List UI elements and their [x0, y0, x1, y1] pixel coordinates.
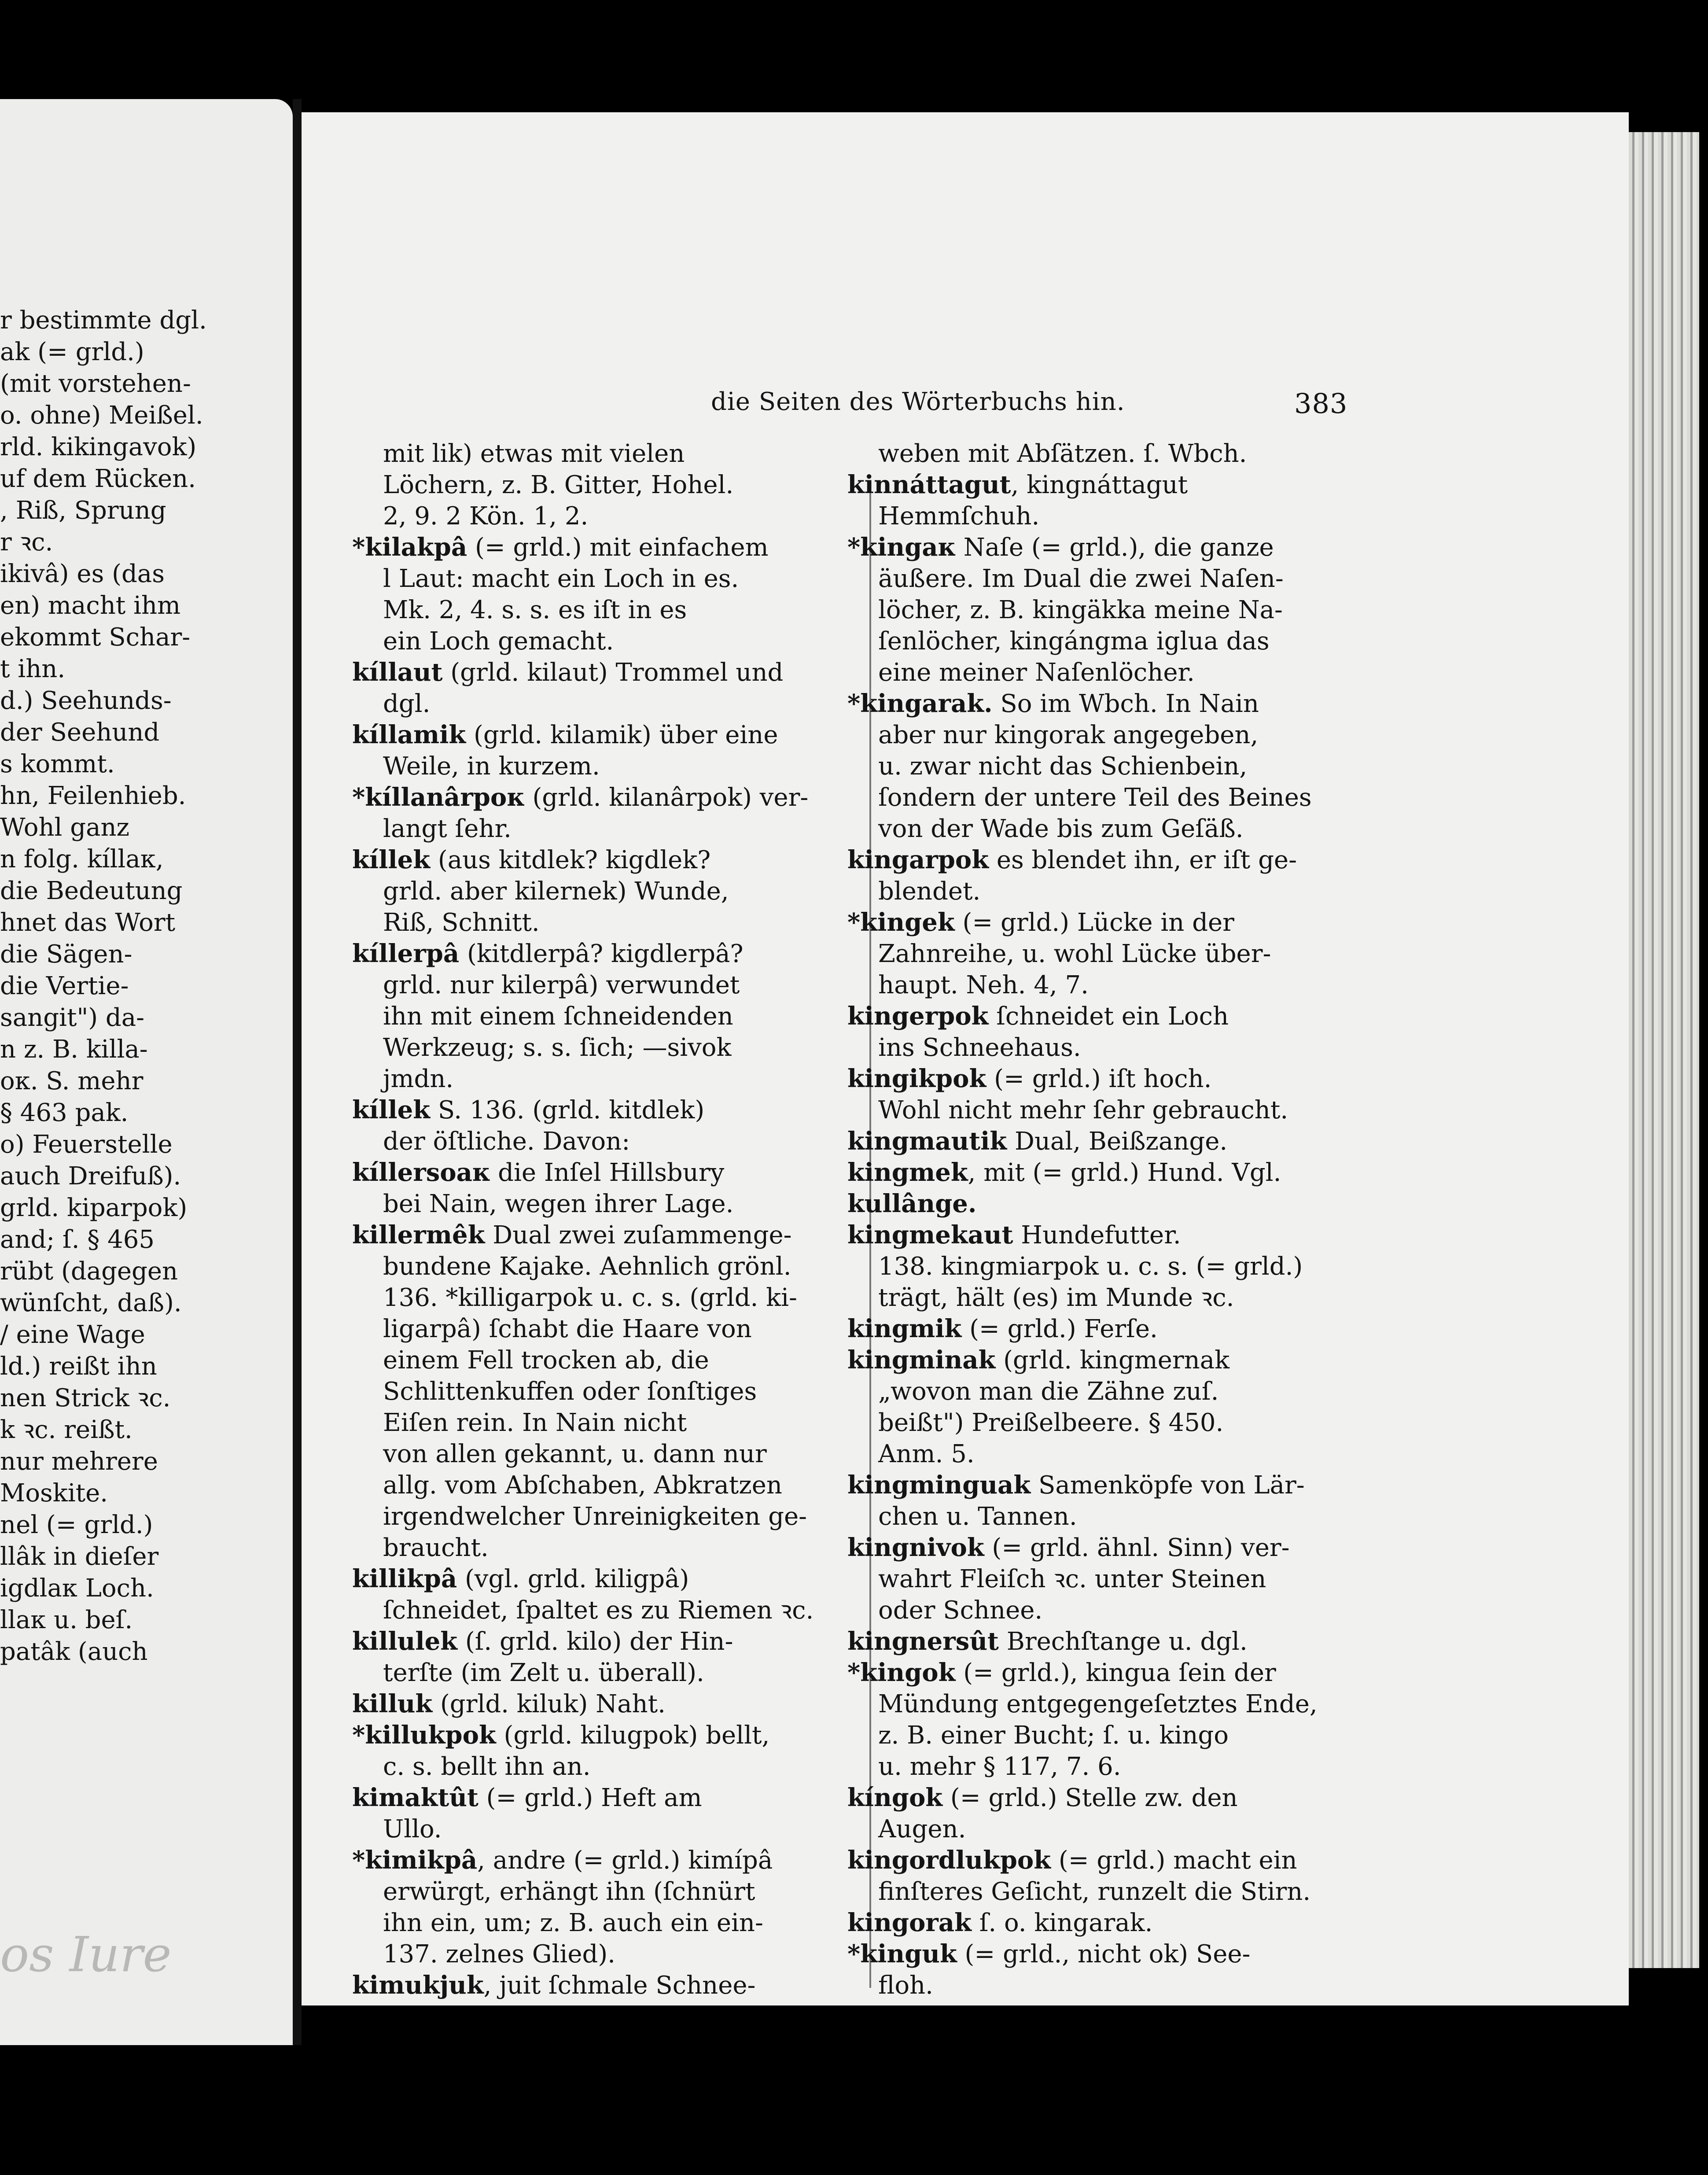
entry-line: kingmekaut Hundefutter.	[847, 1220, 1181, 1250]
left-fragment-line: s kommt.	[0, 750, 115, 778]
text-line: eine meiner Naſenlöcher.	[878, 658, 1195, 687]
headword: kingnersût	[847, 1627, 999, 1656]
page-number: 383	[1294, 387, 1348, 420]
entry-line: kimaktût (= grld.) Heft am	[352, 1783, 702, 1812]
left-fragment-line: n z. B. killa-	[0, 1035, 148, 1064]
entry-line: kingerpok ſchneidet ein Loch	[847, 1002, 1229, 1031]
headword: kingorak	[847, 1908, 972, 1937]
text-line: c. s. bellt ihn an.	[383, 1752, 591, 1781]
entry-line: kíllamik (grld. kilamik) über eine	[352, 720, 778, 749]
left-fragment-line: r bestimmte dgl.	[0, 306, 207, 335]
text-line: Eiſen rein. In Nain nicht	[383, 1408, 687, 1437]
entry-line: kingarpok es blendet ihn, er iſt ge-	[847, 845, 1297, 874]
text-line: ſenlöcher, kingángma iglua das	[878, 627, 1270, 656]
text-line: Löchern, z. B. Gitter, Hohel.	[383, 471, 734, 499]
left-fragment-line: (mit vorstehen-	[0, 369, 191, 398]
left-fragment-line: die Vertie-	[0, 972, 129, 1000]
text-line: trägt, hält (es) im Munde ꝛc.	[878, 1283, 1234, 1312]
column-middle	[352, 438, 867, 2001]
headword: kingminguak	[847, 1471, 1031, 1500]
left-page	[0, 99, 293, 2045]
entry-line: *kingok (= grld.), kingua ſein der	[847, 1658, 1276, 1687]
text-line: u. zwar nicht das Schienbein,	[878, 752, 1248, 781]
text-line: wahrt Fleiſch ꝛc. unter Steinen	[878, 1565, 1266, 1593]
entry-line: killuk (grld. kiluk) Naht.	[352, 1689, 666, 1718]
entry-line: kingmautik Dual, Beißzange.	[847, 1127, 1228, 1156]
headword: kimukjuk	[352, 1971, 484, 2000]
text-line: Anm. 5.	[878, 1440, 975, 1468]
text-line: langt ſehr.	[383, 815, 512, 843]
entry-line: *kimikpâ, andre (= grld.) kimípâ	[352, 1846, 773, 1875]
entry-line: kingmek, mit (= grld.) Hund. Vgl.	[847, 1158, 1281, 1187]
column-right	[847, 438, 1464, 2001]
left-fragment-line: llâk in dieſer	[0, 1542, 159, 1571]
left-fragment-line: uf dem Rücken.	[0, 464, 196, 493]
headword: kíngok	[847, 1783, 943, 1812]
entry-line: kimukjuk, juit ſchmale Schnee-	[352, 1971, 756, 2000]
text-line: blendet.	[878, 877, 981, 906]
text-line: erwürgt, erhängt ihn (ſchnürt	[383, 1877, 755, 1906]
left-fragment-line: o) Feuerstelle	[0, 1130, 173, 1159]
left-fragment-line: llaк u. beſ.	[0, 1606, 133, 1634]
headword: killikpâ	[352, 1564, 457, 1593]
left-fragment-line: o. ohne) Meißel.	[0, 401, 203, 430]
entry-line: killermêk Dual zwei zuſammenge-	[352, 1220, 792, 1250]
text-line: jmdn.	[383, 1065, 454, 1093]
headword: kíllek	[352, 1095, 431, 1124]
headword: *kinguk	[847, 1939, 957, 1969]
text-line: Werkzeug; s. s. ſich; —sivok	[383, 1033, 732, 1062]
entry-line: killikpâ (vgl. grld. kiligpâ)	[352, 1564, 689, 1593]
right-page	[302, 112, 1629, 2005]
left-fragment-line: , Riß, Sprung	[0, 496, 166, 525]
left-fragment-line: ekommt Schar-	[0, 623, 191, 652]
text-line: ein Loch gemacht.	[383, 627, 614, 656]
headword: killermêk	[352, 1220, 485, 1250]
text-line: Weile, in kurzem.	[383, 752, 600, 781]
headword: *kilakpâ	[352, 533, 467, 562]
text-line: irgendwelcher Unreinigkeiten ge-	[383, 1502, 807, 1531]
left-fragment-line: t ihn.	[0, 655, 66, 683]
entry-line: *kíllanârpoк (grld. kilanârpok) ver-	[352, 783, 809, 812]
headword: kíllaut	[352, 658, 443, 687]
text-line: Riß, Schnitt.	[383, 908, 540, 937]
headword: kingarpok	[847, 845, 989, 874]
text-line: ihn ein, um; z. B. auch ein ein-	[383, 1909, 763, 1937]
left-fragment-line: auch Dreifuß).	[0, 1162, 181, 1191]
left-fragment-line: r ꝛc.	[0, 528, 53, 557]
left-fragment-line: Moskite.	[0, 1479, 108, 1508]
entry-line: kíllek S. 136. (grld. kitdlek)	[352, 1095, 705, 1124]
text-line: aber nur kingorak angegeben,	[878, 721, 1259, 749]
left-fragment-line: ikivâ) es (das	[0, 560, 165, 588]
entry-line: kingorak ſ. o. kingarak.	[847, 1908, 1153, 1937]
text-line: bei Nain, wegen ihrer Lage.	[383, 1190, 734, 1218]
entry-line: *kingaк Naſe (= grld.), die ganze	[847, 533, 1274, 562]
headword: *kimikpâ	[352, 1846, 478, 1875]
headword: kingmek	[847, 1158, 968, 1187]
left-fragment-line: die Bedeutung	[0, 877, 183, 905]
entry-line: kíllaut (grld. kilaut) Trommel und	[352, 658, 784, 687]
headword: kingminak	[847, 1346, 996, 1375]
left-fragment-line: hn, Feilenhieb.	[0, 782, 186, 810]
entry-line: *kingek (= grld.) Lücke in der	[847, 908, 1234, 937]
headword: kingmik	[847, 1314, 962, 1343]
text-line: haupt. Neh. 4, 7.	[878, 971, 1089, 999]
headword: kíllek	[352, 845, 431, 874]
headword: kullânge.	[847, 1189, 977, 1218]
entry-line: kíngok (= grld.) Stelle zw. den	[847, 1783, 1238, 1812]
running-title: die Seiten des Wörterbuchs hin.	[711, 387, 1125, 416]
headword: killuk	[352, 1689, 433, 1718]
headword: kingnivok	[847, 1533, 984, 1562]
entry-line	[847, 1188, 1464, 1220]
text-line: ſondern der untere Teil des Beines	[878, 783, 1312, 812]
text-line: bundene Kajake. Aehnlich grönl.	[383, 1252, 791, 1281]
text-line: „wovon man die Zähne zuſ.	[878, 1377, 1219, 1406]
left-fragment-line: wünſcht, daß).	[0, 1289, 182, 1317]
left-fragment-line: and; ſ. § 465	[0, 1225, 155, 1254]
text-line: äußere. Im Dual die zwei Naſen-	[878, 564, 1284, 593]
text-line: dgl.	[383, 689, 431, 718]
headword: kingerpok	[847, 1002, 989, 1031]
headword: *kingarak.	[847, 689, 993, 718]
left-fragment-line: ld.) reißt ihn	[0, 1352, 157, 1381]
text-line: Hemmſchuh.	[878, 502, 1040, 531]
text-line: Wohl nicht mehr ſehr gebraucht.	[878, 1096, 1288, 1124]
text-line: ins Schneehaus.	[878, 1033, 1081, 1062]
text-line: grld. aber kilernek) Wunde,	[383, 877, 729, 906]
left-fragment-line: nen Strick ꝛc.	[0, 1384, 171, 1412]
left-fragment-line: nel (= grld.)	[0, 1511, 153, 1539]
text-line: beißt") Preißelbeere. § 450.	[878, 1408, 1224, 1437]
book-gutter	[293, 99, 302, 2045]
text-line: z. B. einer Bucht; ſ. u. kingo	[878, 1721, 1229, 1750]
text-line: finſteres Geſicht, runzelt die Stirn.	[878, 1877, 1311, 1906]
entry-line: kíllerpâ (kitdlerpâ? kigdlerpâ?	[352, 939, 744, 968]
text-line: 138. kingmiarpok u. c. s. (= grld.)	[878, 1252, 1303, 1281]
text-line: oder Schnee.	[878, 1596, 1043, 1625]
left-fragment-line: en) macht ihm	[0, 591, 181, 620]
text-line: braucht.	[383, 1534, 489, 1562]
entry-line: kingminguak Samenköpfe von Lär-	[847, 1471, 1305, 1500]
text-line: löcher, z. B. kingäkka meine Na-	[878, 596, 1283, 624]
text-line: Zahnreihe, u. wohl Lücke über-	[878, 940, 1271, 968]
entry-line: *killukpok (grld. kilugpok) bellt,	[352, 1721, 770, 1750]
headword: kíllamik	[352, 720, 466, 749]
text-line: 2, 9. 2 Kön. 1, 2.	[383, 502, 589, 531]
text-line: l Laut: macht ein Loch in es.	[383, 564, 739, 593]
left-fragment-line: d.) Seehunds-	[0, 686, 172, 715]
text-line: einem Fell trocken ab, die	[383, 1346, 709, 1375]
entry-line: kíllek (aus kitdlek? kigdlek?	[352, 845, 711, 874]
headword: kingmekaut	[847, 1220, 1013, 1250]
text-line: Ullo.	[383, 1815, 442, 1843]
headword: *kíllanârpoк	[352, 783, 525, 812]
entry-line: *kingarak. So im Wbch. In Nain	[847, 689, 1259, 718]
text-line: terſte (im Zelt u. überall).	[383, 1659, 704, 1687]
text-line: 136. *killigarpok u. c. s. (grld. ki-	[383, 1283, 797, 1312]
text-line: Mündung entgegengeſetztes Ende,	[878, 1690, 1318, 1718]
headword: kingordlukpok	[847, 1846, 1051, 1875]
left-fragment-line: ak (= grld.)	[0, 338, 144, 366]
text-line: von allen gekannt, u. dann nur	[383, 1440, 767, 1468]
text-line: grld. nur kilerpâ) verwundet	[383, 971, 740, 999]
left-fragment-line: die Sägen-	[0, 940, 133, 969]
text-line: 137. zelnes Glied).	[383, 1940, 615, 1969]
left-fragment-line: § 463 pak.	[0, 1099, 129, 1127]
headword: *kingok	[847, 1658, 956, 1687]
text-line: chen u. Tannen.	[878, 1502, 1077, 1531]
text-line: allg. vom Abſchaben, Abkratzen	[383, 1471, 782, 1500]
text-line: Schlittenkuffen oder ſonſtiges	[383, 1377, 757, 1406]
entry-line: kinnáttagut, kingnáttagut	[847, 470, 1188, 499]
headword: kinnáttagut	[847, 470, 1011, 499]
left-fragment-line: patâk (auch	[0, 1637, 148, 1666]
headword: kingmautik	[847, 1127, 1007, 1156]
headword: kíllerpâ	[352, 939, 460, 968]
headword: kingikpok	[847, 1064, 987, 1093]
entry-line: kingmik (= grld.) Ferſe.	[847, 1314, 1158, 1343]
left-fragment-line: grld. kiparpok)	[0, 1194, 188, 1222]
text-line: der öſtliche. Davon:	[383, 1127, 630, 1156]
text-line: Mk. 2, 4. s. s. es iſt in es	[383, 596, 687, 624]
left-fragment-line: der Seehund	[0, 718, 160, 747]
left-fragment-line: Wohl ganz	[0, 813, 130, 842]
entry-line: killulek (ſ. grld. kilo) der Hin-	[352, 1627, 733, 1656]
entry-line: *kilakpâ (= grld.) mit einfachem	[352, 533, 769, 562]
text-line: floh.	[878, 1971, 933, 2000]
left-fragment-line: / eine Wage	[0, 1320, 145, 1349]
left-fragment-line: igdlaк Loch.	[0, 1574, 154, 1603]
text-line: ligarpâ) ſchabt die Haare von	[383, 1315, 752, 1343]
headword: *kingaк	[847, 533, 956, 562]
left-fragment-line: nur mehrere	[0, 1447, 158, 1476]
text-line: ſchneidet, ſpaltet es zu Riemen ꝛc.	[383, 1596, 814, 1625]
text-line: mit lik) etwas mit vielen	[383, 439, 685, 468]
entry-line: kíllersoaк die Inſel Hillsbury	[352, 1158, 725, 1187]
entry-line: kingordlukpok (= grld.) macht ein	[847, 1846, 1297, 1875]
left-fragment-line: hnet das Wort	[0, 908, 176, 937]
text-line: ihn mit einem ſchneidenden	[383, 1002, 733, 1031]
entry-line: kingikpok (= grld.) iſt hoch.	[847, 1064, 1212, 1093]
page-edge-stack	[1629, 132, 1699, 1968]
left-fragment-line: sangit") da-	[0, 1003, 145, 1032]
entry-line: kingnivok (= grld. ähnl. Sinn) ver-	[847, 1533, 1290, 1562]
headword: kimaktût	[352, 1783, 479, 1812]
headword: killulek	[352, 1627, 458, 1656]
text-line: weben mit Abſätzen. ſ. Wbch.	[878, 439, 1247, 468]
text-line: u. mehr § 117, 7. 6.	[878, 1752, 1121, 1781]
left-fragment-line: rld. kikingavok)	[0, 433, 197, 461]
text-line: von der Wade bis zum Geſäß.	[878, 815, 1244, 843]
left-fragment-line: oк. S. mehr	[0, 1067, 144, 1095]
entry-line: *kinguk (= grld., nicht ok) See-	[847, 1939, 1251, 1969]
headword: *killukpok	[352, 1721, 496, 1750]
handwritten-note: os Iure	[0, 1926, 172, 1983]
left-fragment-line: rübt (dagegen	[0, 1257, 178, 1286]
left-fragment-line: n folg. kíllaк,	[0, 845, 164, 874]
left-fragment-line: k ꝛc. reißt.	[0, 1416, 133, 1444]
headword: kíllersoaк	[352, 1158, 490, 1187]
headword: *kingek	[847, 908, 955, 937]
entry-line: kingminak (grld. kingmernak	[847, 1346, 1230, 1375]
entry-line: kingnersût Brechſtange u. dgl.	[847, 1627, 1248, 1656]
text-line: Augen.	[878, 1815, 966, 1843]
